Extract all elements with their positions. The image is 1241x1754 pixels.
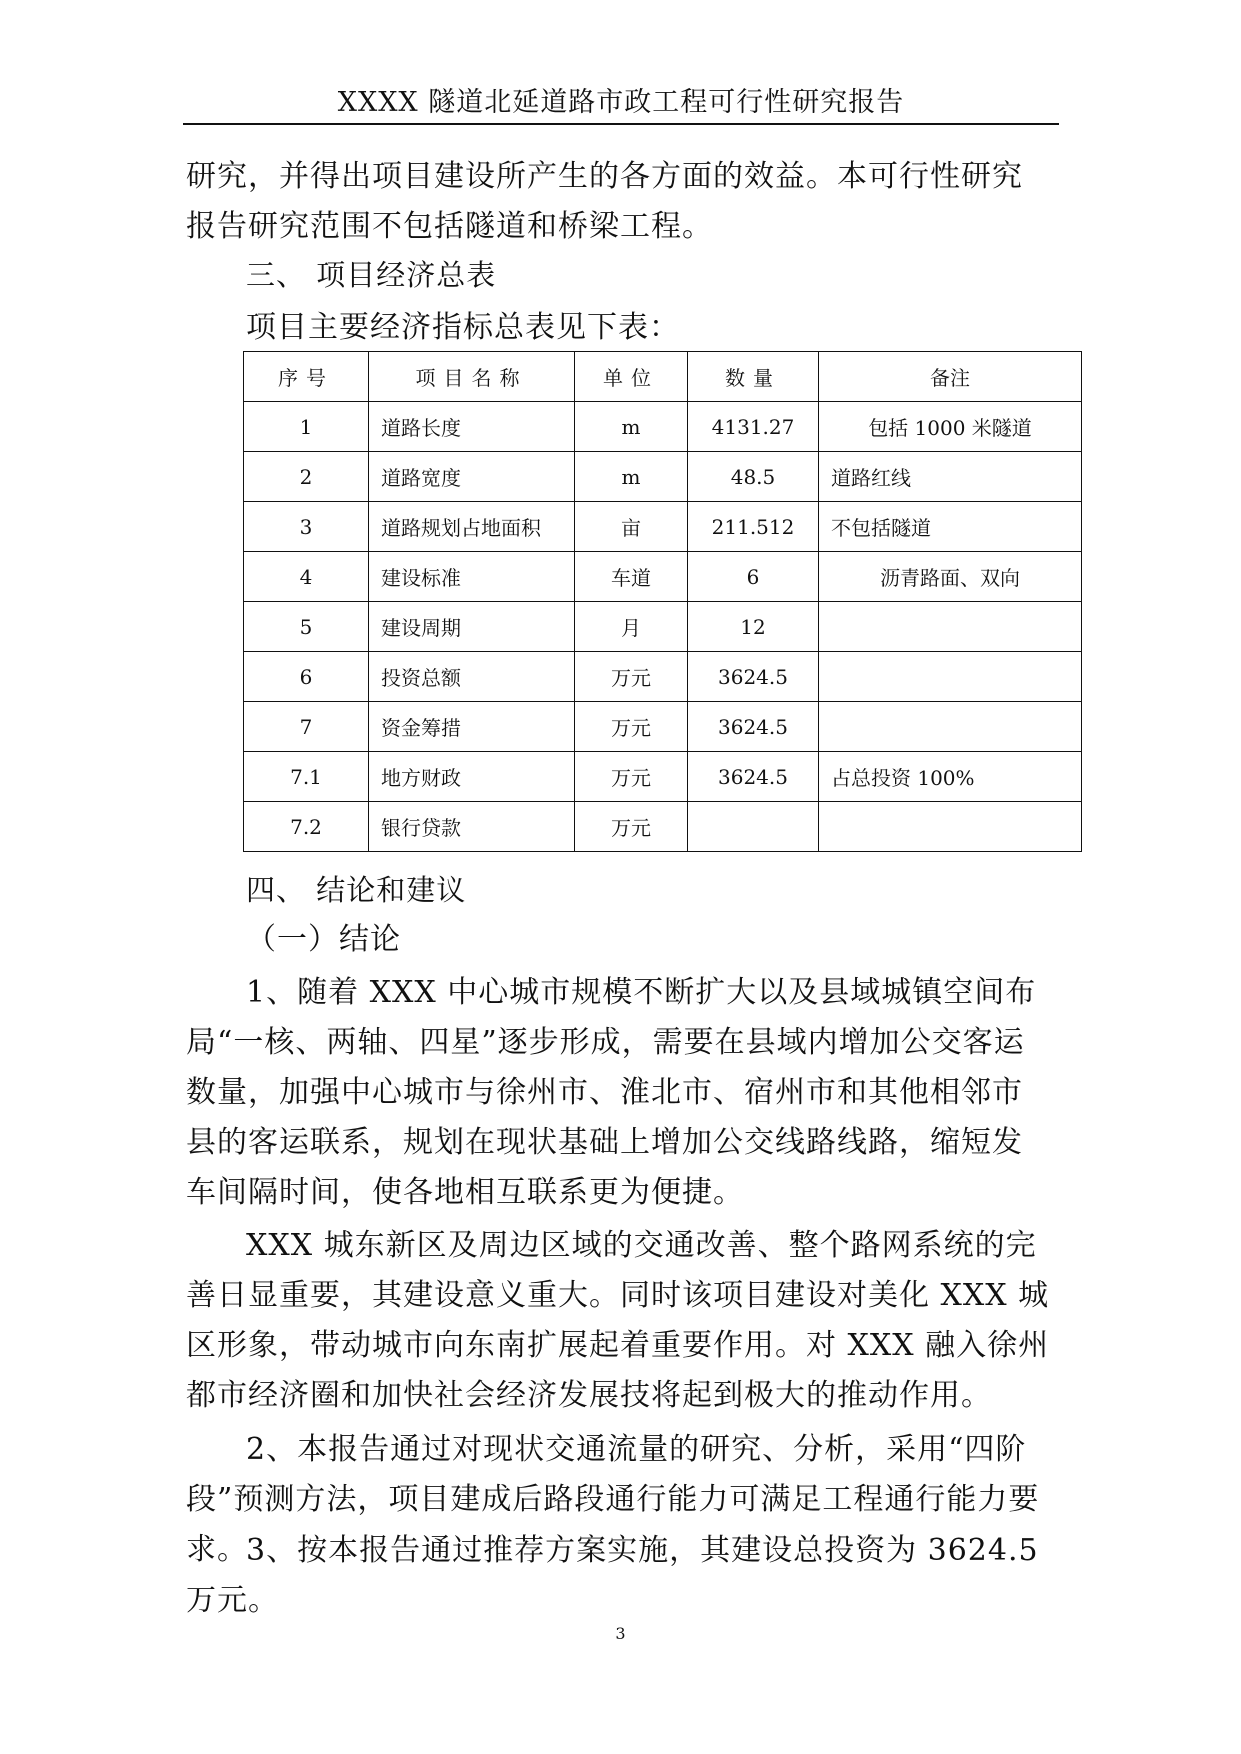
cell-seq: 2 (244, 452, 369, 502)
cell-seq: 6 (244, 652, 369, 702)
subsection-heading-conclusion: （一）结论 (246, 922, 401, 957)
cell-item: 道路规划占地面积 (369, 502, 575, 552)
page-header: XXXX 隧道北延道路市政工程可行性研究报告 (337, 87, 905, 118)
cell-remark (819, 652, 1082, 702)
cell-seq: 5 (244, 602, 369, 652)
cell-item: 银行贷款 (369, 802, 575, 852)
cell-unit: 亩 (575, 502, 688, 552)
table-row (244, 752, 1082, 802)
paragraph-conclusion-1b: XXX 城东新区及周边区域的交通改善、整个路网系统的完善日显重要，其建设意义重大。同时该项目建设对美化 XXX 城区形象，带动城市向东南扩展起着重要作用。对 XXX 融入徐州都市经济圈和加快社会经济发展技将起到极大的推动作用。 (186, 1228, 1050, 1413)
cell-unit: m (575, 402, 688, 452)
cell-seq: 7.2 (244, 802, 369, 852)
page-number: 3 (615, 1624, 626, 1643)
table-row (244, 802, 1082, 852)
cell-quantity (688, 802, 819, 852)
cell-remark (819, 602, 1082, 652)
header-rule (183, 123, 1059, 125)
cell-quantity: 211.512 (688, 502, 819, 552)
paragraph-conclusion-3: 3、按本报告通过推荐方案实施，其建设总投资为 3624.5 万元。 (186, 1533, 1039, 1618)
column-header-quantity: 数量 (688, 352, 819, 402)
section-heading-conclusions: 四、 结论和建议 (246, 873, 467, 907)
cell-quantity: 12 (688, 602, 819, 652)
cell-remark: 包括 1000 米隧道 (819, 402, 1082, 452)
cell-item: 地方财政 (369, 752, 575, 802)
cell-quantity: 48.5 (688, 452, 819, 502)
cell-remark: 道路红线 (819, 452, 1082, 502)
table-row (244, 552, 1082, 602)
cell-remark (819, 802, 1082, 852)
cell-item: 投资总额 (369, 652, 575, 702)
section-heading-economic-summary: 三、 项目经济总表 (246, 258, 497, 292)
cell-item: 建设周期 (369, 602, 575, 652)
cell-quantity: 3624.5 (688, 652, 819, 702)
cell-item: 道路长度 (369, 402, 575, 452)
cell-quantity: 4131.27 (688, 402, 819, 452)
table-header-row (244, 352, 1082, 402)
cell-item: 资金筹措 (369, 702, 575, 752)
cell-quantity: 6 (688, 552, 819, 602)
cell-item: 道路宽度 (369, 452, 575, 502)
cell-item: 建设标准 (369, 552, 575, 602)
column-header-item: 项目名称 (369, 352, 575, 402)
table-row (244, 402, 1082, 452)
cell-remark: 沥青路面、双向 (819, 552, 1082, 602)
column-header-remark: 备注 (819, 352, 1082, 402)
cell-seq: 7.1 (244, 752, 369, 802)
table-row (244, 702, 1082, 752)
cell-unit: 月 (575, 602, 688, 652)
paragraph-conclusion-1: 1、随着 XXX 中心城市规模不断扩大以及县域城镇空间布局“一核、两轴、四星”逐步形成，需要在县域内增加公交客运数量，加强中心城市与徐州市、淮北市、宿州市和其他相邻市县的客运联系，规划在现状基础上增加公交线路线路，缩短发车间隔时间，使各地相互联系更为便捷。 (186, 975, 1037, 1210)
table-row (244, 652, 1082, 702)
paragraph-scope: 研究，并得出项目建设所产生的各方面的效益。本可行性研究报告研究范围不包括隧道和桥梁工程。 (186, 159, 1023, 244)
cell-seq: 3 (244, 502, 369, 552)
cell-seq: 4 (244, 552, 369, 602)
cell-unit: 万元 (575, 752, 688, 802)
cell-seq: 1 (244, 402, 369, 452)
cell-unit: 万元 (575, 652, 688, 702)
table-row (244, 502, 1082, 552)
cell-unit: m (575, 452, 688, 502)
table-lead-text: 项目主要经济指标总表见下表： (246, 310, 680, 345)
column-header-unit: 单位 (575, 352, 688, 402)
cell-unit: 万元 (575, 702, 688, 752)
cell-quantity: 3624.5 (688, 702, 819, 752)
table-row (244, 602, 1082, 652)
cell-remark (819, 702, 1082, 752)
cell-unit: 万元 (575, 802, 688, 852)
cell-remark: 占总投资 100% (819, 752, 1082, 802)
cell-quantity: 3624.5 (688, 752, 819, 802)
cell-unit: 车道 (575, 552, 688, 602)
table-row (244, 452, 1082, 502)
paragraph-conclusion-2: 2、本报告通过对现状交通流量的研究、分析，采用“四阶段”预测方法，项目建成后路段通行能力可满足工程通行能力要求。 (186, 1432, 1040, 1567)
economic-summary-table (243, 351, 1082, 852)
cell-seq: 7 (244, 702, 369, 752)
cell-remark: 不包括隧道 (819, 502, 1082, 552)
column-header-seq: 序号 (244, 352, 369, 402)
